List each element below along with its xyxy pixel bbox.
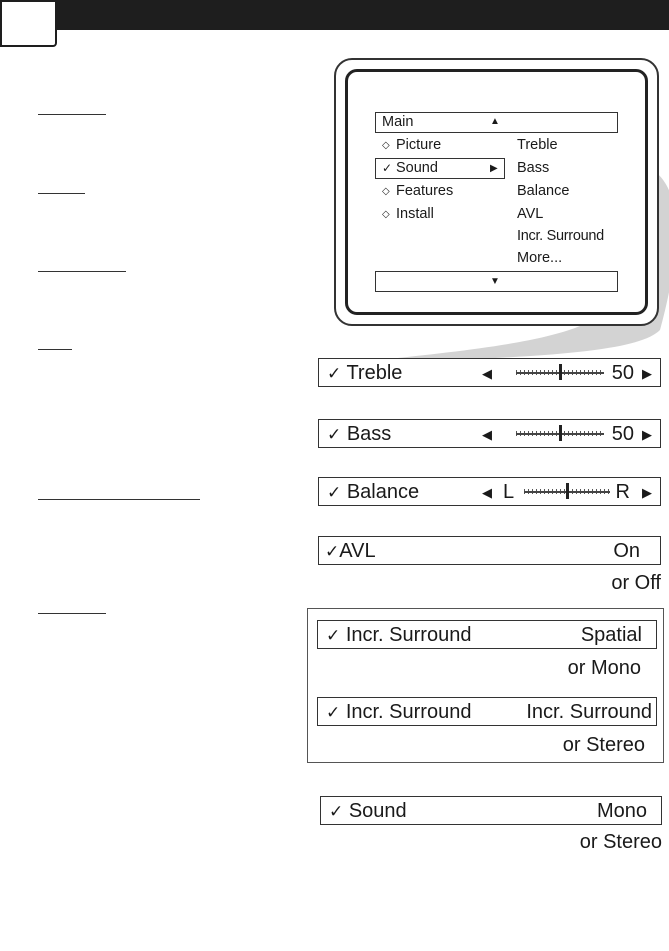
treble-slider-knob[interactable] [559,364,562,380]
sound-value: Mono [596,800,647,822]
sound-label: Sound [348,800,407,822]
avl-setting[interactable] [318,536,661,565]
submenu-more[interactable]: More... [517,250,563,266]
menu-item-sound[interactable]: Sound [396,160,438,176]
check-icon: ✓ [326,626,341,645]
submenu-balance[interactable]: Balance [517,183,570,199]
menu-item-picture[interactable]: Picture [396,137,442,153]
treble-value: 50 [611,362,634,384]
avl-value: On [613,540,640,562]
right-arrow-icon[interactable]: ▶ [642,485,652,500]
surround-setting-1[interactable] [317,620,657,649]
diamond-icon: ◇ [382,140,390,151]
treble-setting[interactable] [318,358,661,387]
left-arrow-icon[interactable]: ◀ [482,427,492,442]
sound-alt-value: or Stereo [579,831,662,853]
menu-main-label: Main [382,114,414,130]
menu-item-features[interactable]: Features [396,183,454,199]
diamond-icon: ◇ [382,186,390,197]
submenu-incr-surround[interactable]: Incr. Surround [517,228,604,244]
bass-slider-knob[interactable] [559,425,562,441]
balance-slider-knob[interactable] [566,483,569,499]
check-icon: ✓ [329,802,344,821]
diamond-icon: ◇ [382,209,390,220]
menu-selected-highlight[interactable] [375,158,505,179]
left-arrow-icon[interactable]: ◀ [482,485,492,500]
right-arrow-icon[interactable]: ▶ [642,427,652,442]
right-arrow-icon: ▶ [490,163,498,174]
balance-left-label: L [503,481,515,503]
avl-label: AVL [339,540,376,562]
submenu-avl[interactable]: AVL [517,206,544,222]
treble-label: Treble [346,362,403,384]
check-icon: ✓ [327,483,342,502]
bass-setting[interactable] [318,419,661,448]
check-icon: ✓ [326,703,341,722]
bass-label: Bass [346,423,392,445]
surround-2-alt-value: or Stereo [562,734,645,756]
check-icon: ✓ [325,542,340,561]
check-icon: ✓ [327,364,342,383]
surround-2-value: Incr. Surround [526,701,652,723]
menu-item-install[interactable]: Install [396,206,434,222]
bass-value: 50 [611,423,634,445]
surround-1-value: Spatial [580,624,642,646]
check-icon: ✓ [382,161,393,175]
balance-setting[interactable] [318,477,661,506]
sound-setting[interactable] [320,796,662,825]
surround-2-label: Incr. Surround [345,701,472,723]
surround-1-label: Incr. Surround [345,624,472,646]
avl-alt-value: or Off [611,572,661,594]
surround-1-alt-value: or Mono [567,657,641,679]
submenu-bass[interactable]: Bass [517,160,550,176]
left-arrow-icon[interactable]: ◀ [482,366,492,381]
surround-setting-2[interactable] [317,697,657,726]
right-arrow-icon[interactable]: ▶ [642,366,652,381]
down-arrow-icon: ▼ [490,276,500,287]
submenu-treble[interactable]: Treble [517,137,558,153]
up-arrow-icon: ▲ [490,116,500,127]
balance-label: Balance [346,481,420,503]
check-icon: ✓ [327,425,342,444]
balance-right-label: R [615,481,630,503]
